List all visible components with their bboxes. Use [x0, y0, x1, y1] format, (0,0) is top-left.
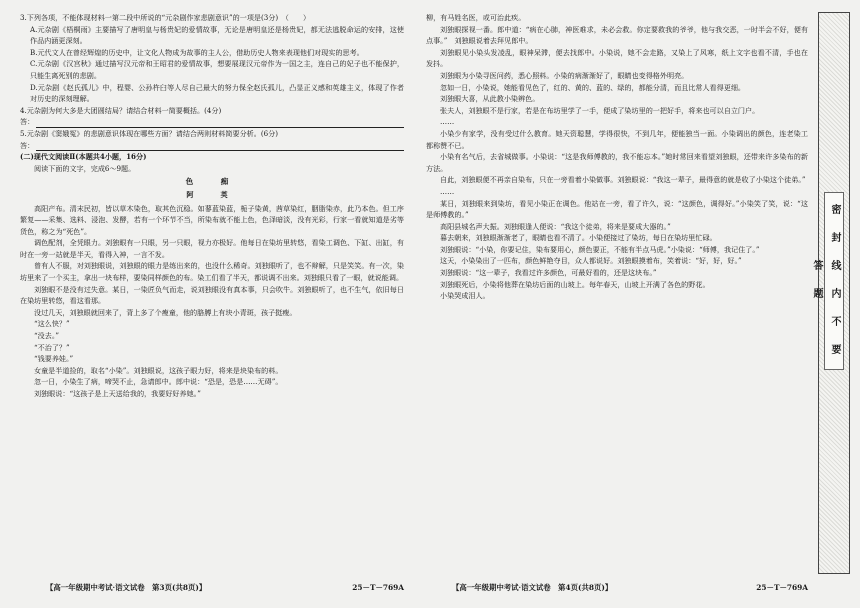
- story-paragraph: ……: [440, 117, 455, 127]
- story-paragraph: 自此，刘独眼便不再亲自染布，只在一旁看着小染做事。刘独眼说：“我这一辈子，最得意的就是收了小染这个徒弟。”: [440, 175, 806, 185]
- story-paragraph: 女童是半道捡的，取名“小染”。刘独眼说，这孩子眼力好，将来是块染布的料。: [34, 365, 283, 375]
- story-paragraph: 高阳产布。清末民初，皆以草木染色，取其色沉稳。如蓼蓝染蓝，栀子染黄，茜草染红，胭脂染赤，此乃本色。但工序繁复——采集、选料、浸泡、发酵，若有一个环节不当，所染布就不能上色，色泽暗淡，没有光彩，行家一看就知道是劣等货色，称之为“死色”。: [20, 203, 404, 236]
- story-author: 阿 英: [186, 189, 238, 199]
- story-paragraph: 高阳县城名声大振。刘独眼逢人便说：“我这个徒弟，将来是要成大器的。”: [440, 221, 671, 231]
- story-paragraph: 柳，有马姓名医，或可治此疾。: [426, 13, 526, 22]
- footer-title: 【高一年级期中考试·语文试卷 第4页(共8页)】: [452, 583, 613, 592]
- binding-warning: 密 封 线 内 不 要 答 题: [824, 192, 844, 370]
- story-paragraph: “钱要养娃。”: [34, 354, 74, 364]
- footer-title: 【高一年级期中考试·语文试卷 第3页(共8页)】: [46, 583, 207, 592]
- story-paragraph: 刘独眼说：“小染，你要记住，染布要用心，颜色要正，不能有半点马虎。”小染说：“师傅，我记住了。”: [440, 244, 760, 254]
- q3-option-d: D.元杂剧《赵氏孤儿》中，程婴、公孙杵臼等人尽自己最大的努力保全赵氏孤儿，凸显正义感和英雄主义，体现了作者对历史的深刻理解。: [30, 82, 404, 104]
- story-paragraph: 刘独眼探视一番。郎中道：“病在心肺，神医难求，未必会救。你定要救我的爷爷，他与我交恶，一时半会不好，便有点事。” 刘独眼说着去拜见郎中。: [426, 24, 808, 46]
- story-paragraph: 刘独眼说：“这一辈子，我看过许多颜色，可最好看的，还是这块布。”: [440, 268, 657, 278]
- question-4: 4.元杂剧为何大多是大团圆结局？请结合材料一简要概括。(4分): [20, 105, 222, 115]
- section-2-heading: (二)现代文阅读Ⅱ(本题共4小题，16分): [20, 152, 147, 162]
- answer-label: 答：: [20, 140, 35, 150]
- section-2-intro: 阅读下面的文字，完成6～9题。: [34, 163, 136, 173]
- story-paragraph: 张夫人，刘独眼不是行家，若是在布坊里学了一手，便成了染坊里的一把好手，将来也可以自立门户。: [440, 105, 760, 115]
- q3-option-a: A.元杂剧《梧桐雨》主要描写了唐明皇与杨贵妃的爱情故事，无论是唐明皇还是杨贵妃，都无法逃脱命运的安排，这使作品内涵更深刻。: [30, 24, 404, 46]
- right-page: [426, 12, 808, 302]
- story-paragraph: 小染有名气后，去省城做事。小染说：“这是我师傅教的，我不能忘本。”她时常回来看望刘独眼，还带来许多染布的新方法。: [426, 152, 808, 173]
- story-paragraph: 忽如一日，小染说，她能看见色了，红的、黄的、蓝的、绿的，都能分清，而且比常人看得更细。: [440, 82, 746, 92]
- story-paragraph: 调色配剂，全凭眼力。刘独眼有一只眼，另一只眼，视力亦极好。他每日在染坊里转悠，看染工调色、下缸、出缸，有时在一旁一站就是半天，看得入神，一言不发。: [20, 238, 404, 259]
- story-paragraph: 某日，刘独眼来到染坊，看见小染正在调色。他站在一旁，看了许久，说：“这颜色，调得好。”小染笑了笑，说：“这是师傅教的。”: [426, 198, 808, 220]
- story-paragraph: 刘独眼为小染寻医问药，悉心照料。小染的病渐渐好了，眼睛也变得格外明亮。: [440, 70, 689, 80]
- answer-label: 答：: [20, 117, 35, 127]
- answer-line-4[interactable]: [20, 116, 404, 128]
- story-paragraph: 小染哭成泪人。: [440, 291, 490, 301]
- story-title: 色 痴: [185, 177, 239, 187]
- story-paragraph: 暮去朝来，刘独眼渐渐老了，眼睛也看不清了。小染便接过了染坊，每日在染坊里忙碌。: [440, 233, 717, 243]
- story-paragraph: “不治了？”: [34, 342, 70, 352]
- answer-line-5[interactable]: [20, 140, 404, 152]
- story-paragraph: 刘独眼死后，小染将他葬在染坊后面的山坡上。每年春天，山坡上开满了各色的野花。: [440, 279, 710, 289]
- story-paragraph: 曾有人不服，对刘独眼说，刘独眼的眼力是练出来的，也没什么稀奇。刘独眼听了，也不辩解，只是笑笑。有一次，染坊里来了一个买主，拿出一块布样，要染同样颜色的布。染工们看了半天，都说调不出来。刘独眼只看了一眼，就说能调。: [20, 261, 404, 283]
- story-paragraph: 刘独眼大喜，从此教小染辨色。: [440, 94, 540, 104]
- footer-code: 25－T－769A: [352, 583, 404, 592]
- footer-code: 25－T－769A: [756, 583, 808, 592]
- story-paragraph: 没过几天，刘独眼就回来了，背上多了个瘦童，他的胳膊上有块小青斑，孩子挺瘦。: [34, 307, 297, 317]
- question-5: 5.元杂剧《窦娥冤》的悲剧意识体现在哪些方面？请结合两则材料简要分析。(6分): [20, 128, 279, 138]
- story-paragraph: 忽一日，小染生了病，啼哭不止，急请郎中。郎中说：“恐是，恐是……无碍”。: [34, 377, 283, 387]
- q3-option-c: C.元杂剧《汉宫秋》通过描写汉元帝和王昭君的爱情故事，想要展现汉元帝作为一国之主，连自己的妃子也不能保护，只能生离死别的悲剧。: [30, 59, 404, 80]
- story-paragraph: 小染少有家学，没有受过什么教育。她天资聪慧，学得很快，不到几年，便能独当一面。小染调出的颜色，连老染工都称赞不已。: [426, 128, 808, 150]
- story-paragraph: 刘独眼不是没有过失意。某日，一染匠负气而走，说刘独眼没有真本事，只会吹牛。刘独眼听了，也不生气，依旧每日在染坊里转悠，看这看那。: [20, 284, 404, 306]
- left-page: [20, 12, 404, 400]
- q3-option-b: B.元代文人在曾经辉煌的历史中，让文化人物成为故事的主人公，借助历史人物来表现他们对现实的思考。: [30, 47, 364, 57]
- story-paragraph: 刘独眼说：“这孩子是上天送给我的，我要好好养她。”: [34, 389, 201, 398]
- story-paragraph: “没去。”: [34, 331, 59, 341]
- story-paragraph: ……: [440, 186, 455, 196]
- question-3: 3.下列各项，不能体现材料一第二段中所说的“元杂剧作家悲剧意识”的一项是(3分) （ ）: [20, 13, 311, 22]
- story-paragraph: 刘独眼见小染头发凌乱，眼神呆滞，便去找郎中。小染说，她不会走路，又染上了风寒，纸上文字也看不清，手也在发抖。: [426, 47, 808, 69]
- story-paragraph: 这天，小染染出了一匹布，颜色鲜艳夺目，众人都说好。刘独眼摸着布，笑着说：“好，好，好。”: [440, 256, 742, 266]
- story-paragraph: “这么快？”: [34, 319, 70, 329]
